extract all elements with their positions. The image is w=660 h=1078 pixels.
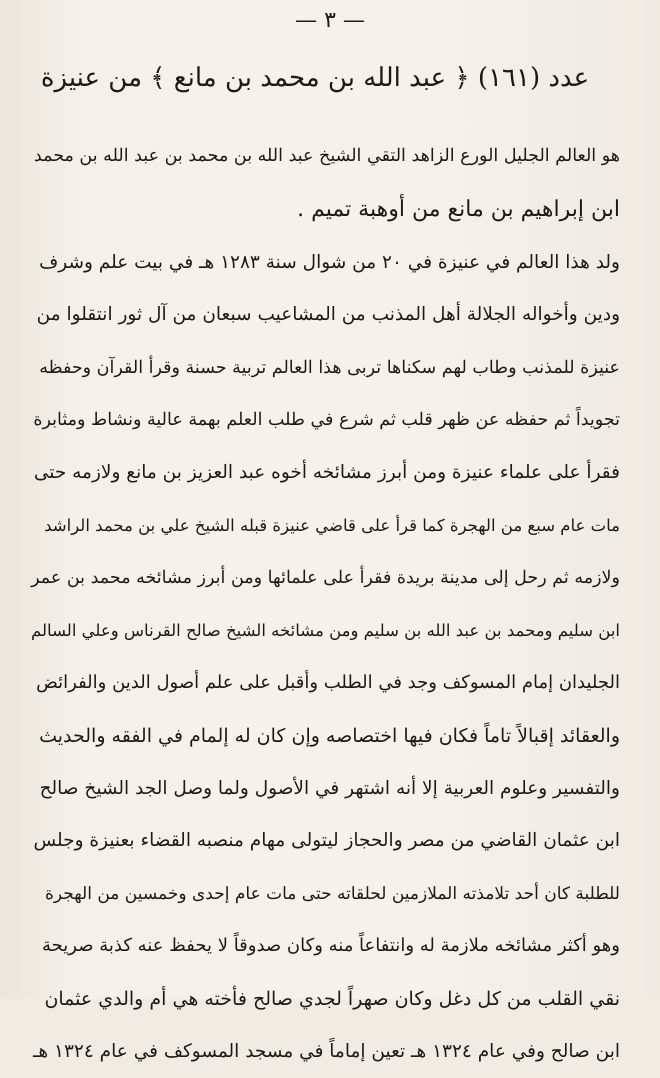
text-line: ابن صالح وفي عام ١٣٢٤ هـ تعين إماماً في مسجد المسوكف في عام ١٣٢٤ هـ [30,1026,620,1078]
text-line: نقي القلب من كل دغل وكان صهراً لجدي صالح فأخته هي أم والدي عثمان [30,973,620,1026]
text-line: تجويداً ثم حفظه عن ظهر قلب ثم شرع في طلب العلم بهمة عالية ونشاط ومثابرة [30,394,620,447]
text-line: للطلبة كان أحد تلامذته الملازمين لحلقاته حتى مات عام إحدى وخمسين من الهجرة [30,868,620,921]
text-line: ابن عثمان القاضي من مصر والحجاز ليتولى مهام منصبه القضاء بعنيزة وجلس [30,815,620,868]
text-line: وهو أكثر مشائخه ملازمة له وانتفاعاً منه وكان صدوقاً لا يحفظ عنه كذبة صريحة [30,920,620,973]
biography-text [30,128,620,1078]
text-line: عنيزة للمذنب وطاب لهم سكناها تربى هذا العالم تربية حسنة وقرأ القرآن وحفظه [30,342,620,395]
text-line: فقرأ على علماء عنيزة ومن أبرز مشائخه أخوه عبد العزيز بن مانع ولازمه حتى [30,447,620,500]
text-line: ولازمه ثم رحل إلى مدينة بريدة فقرأ على علمائها ومن أبرز مشائخه محمد بن عمر [30,552,620,605]
text-line: الجليدان إمام المسوكف وجد في الطلب وأقبل على علم أصول الدين والفرائض [30,657,620,710]
text-line: والتفسير وعلوم العربية إلا أنه اشتهر في الأصول ولما وصل الجد الشيخ صالح [30,763,620,816]
text-line: والعقائد إقبالاً تاماً فكان فيها اختصاصه وإن كان له إلمام في الفقه والحديث [30,710,620,763]
text-line: ابن إبراهيم بن مانع من أوهبة تميم . [30,184,620,237]
text-line: ولد هذا العالم في عنيزة في ٢٠ من شوال سنة ١٢٨٣ هـ في بيت علم وشرف [30,237,620,290]
entry-heading: عدد (١٦١) ﴿ عبد الله بن محمد بن مانع ﴾ من عنيزة [40,62,590,96]
page-number: — ٣ — [0,8,660,33]
text-line: مات عام سبع من الهجرة كما قرأ على قاضي عنيزة قبله الشيخ علي بن محمد الراشد [30,500,620,553]
text-line: ابن سليم ومحمد بن عبد الله بن سليم ومن مشائخه الشيخ صالح القرناس وعلي السالم [30,605,620,658]
text-line: هو العالم الجليل الورع الزاهد التقي الشيخ عبد الله بن محمد بن عبد الله بن محمد [30,128,620,184]
text-line: ودين وأخواله الجلالة أهل المذنب من المشاعيب سبعان من آل ثور انتقلوا من [30,289,620,342]
